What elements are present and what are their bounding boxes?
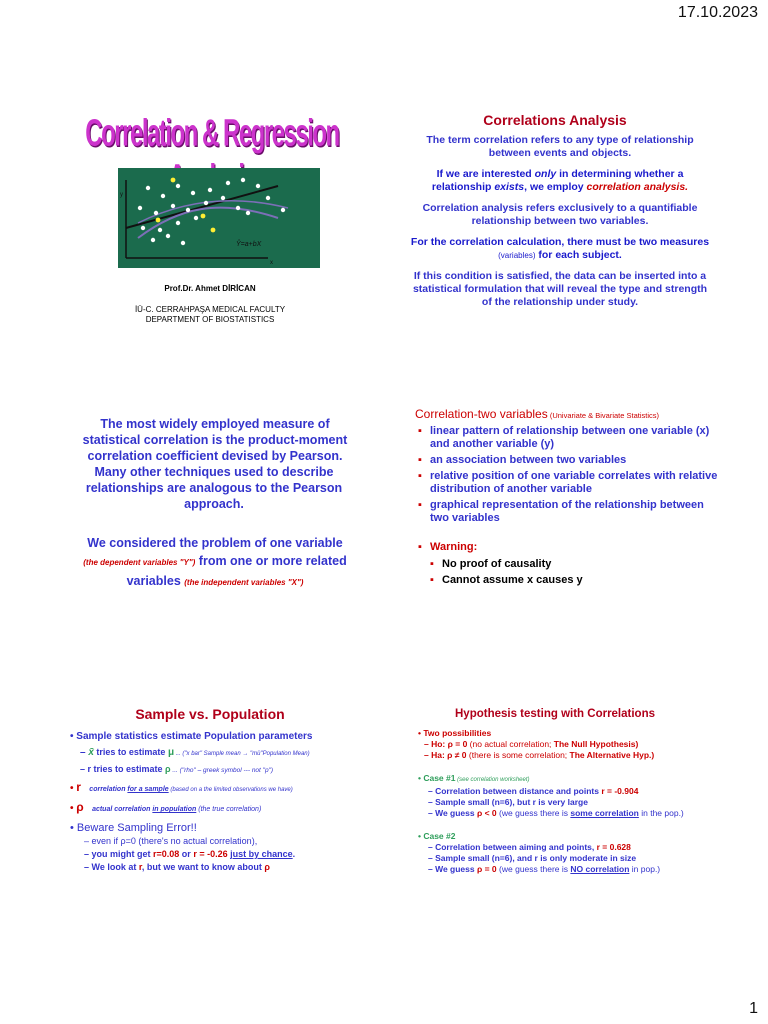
- slide4-title: [415, 407, 659, 421]
- page-number: 1: [749, 1000, 758, 1017]
- s5-b1-s2-note: ... ("rho" – greek symbol --- not "p"): [170, 767, 274, 774]
- s5-b1-sub2: – r tries to estimate ρ ... ("rho" – greek symbol --- not "p"): [80, 764, 274, 774]
- s5-b1-s1-note: ... ("x bar" Sample mean → "mü"Population Mean): [174, 751, 310, 757]
- s6-c2-r: r = 0.628: [596, 842, 631, 852]
- slide2-p4-b: for each subject.: [535, 249, 622, 261]
- s6-c1-s2: – Sample small (n=6), but r is very large: [428, 797, 588, 807]
- institution-line-1: İÜ-C. CERRAHPAŞA MEDICAL FACULTY: [134, 305, 286, 314]
- s5-by-chance: just by chance: [230, 849, 293, 859]
- s5-b3-a: actual correlation: [92, 806, 153, 813]
- s6-ha-d: The Alternative Hyp.): [569, 750, 655, 760]
- slide4-title-main: Correlation-two variables: [415, 407, 548, 421]
- s5-b4-s2-a: you might get: [91, 849, 154, 859]
- slide2-p5: If this condition is satisfied, the data can be inserted into a statistical formulation that will reveal the type and strength of the relationship under study.: [412, 270, 708, 308]
- slide3-p2: Many other techniques used to describe relationships are analogous to the Pearson approach.: [85, 465, 343, 511]
- s6-case2: • Case #2: [418, 831, 456, 841]
- slide2-p4: [410, 236, 710, 262]
- s6-c1-s3-c: (we guess there is: [496, 808, 571, 818]
- s6-c1-s3-b: ρ < 0: [476, 808, 497, 818]
- s6-c1-note: (see correlation worksheet): [455, 777, 530, 783]
- figure-y-axis: y: [120, 192, 123, 198]
- s5-b2: • r correlation for a sample (based on a the limited observations we have): [70, 780, 293, 794]
- warning-label: ▪ Warning:: [418, 541, 477, 553]
- s6-c2-s3-d: NO correlation: [570, 864, 630, 874]
- slide4-list: [418, 425, 718, 528]
- slide4-item: ▪ linear pattern of relationship between one variable (x) and another variable (y): [418, 425, 718, 451]
- s6-ha-a: Ha:: [431, 750, 448, 760]
- s6-c2-subs: [418, 842, 738, 875]
- s6-two-text: Two possibilities: [423, 728, 492, 738]
- slide4-item: ▪ relative position of one variable correlates with relative distribution of another variable: [418, 470, 718, 496]
- s6-ha-c: (there is some correlation;: [466, 750, 570, 760]
- s6-ha-b: ρ ≠ 0: [447, 750, 467, 760]
- s5-b4-s2-d: .: [292, 849, 296, 859]
- s6-c1-s3: – We guess ρ < 0 (we guess there is some correlation in the pop.): [428, 808, 684, 818]
- s6-c1-text: Case #1: [423, 773, 456, 783]
- slide4-warning: [418, 541, 477, 553]
- s5-b1-text: Sample statistics estimate Population parameters: [76, 731, 313, 742]
- s5-b3: • ρ actual correlation in population (the true correlation): [70, 800, 262, 814]
- slide2-p2-a: If we are interested: [436, 168, 535, 180]
- s5-b1-sub1: – x̄ tries to estimate μ ... ("x bar" Sample mean → "mü"Population Mean): [80, 747, 310, 758]
- s5-b4-s3-b: , but we want to know about: [141, 862, 265, 872]
- s5-b4-s1-text: even if ρ=0 (there's no actual correlation),: [91, 836, 258, 846]
- slide2-p2: [410, 168, 710, 194]
- slide2-p3: Correlation analysis refers exclusively to a quantifiable relationship between two variables.: [422, 202, 698, 227]
- s6-c2-s3: – We guess ρ = 0 (we guess there is NO correlation in pop.): [428, 864, 661, 874]
- slide4-item: ▪ graphical representation of the relationship between two variables: [418, 499, 718, 525]
- warning-item: ▪ No proof of causality: [430, 556, 583, 572]
- slide2-p2-exists: exists: [494, 181, 525, 193]
- figure-x-axis: x: [270, 260, 273, 266]
- s6-case1: • Case #1 (see correlation worksheet): [418, 773, 530, 783]
- s6-c2-s3-e: in pop.): [629, 864, 661, 874]
- s5-b4-subs: [70, 835, 370, 874]
- institution-line-2: DEPARTMENT OF BIOSTATISTICS: [145, 315, 275, 324]
- scatter-plot-image: [118, 168, 320, 268]
- slide5-title: Sample vs. Population: [135, 706, 285, 722]
- s5-r2: r = -0.26: [193, 849, 228, 859]
- slide3-p3-b: from one or more related variables: [126, 554, 347, 588]
- s6-c2-s3-b: ρ = 0: [476, 864, 497, 874]
- s5-mu: μ: [167, 747, 175, 758]
- slide1-title: Correlation & Regression: [85, 112, 339, 156]
- s5-r: r: [138, 862, 142, 872]
- s6-ho-b: ρ = 0: [447, 739, 468, 749]
- s6-ha: – Ha: ρ ≠ 0 (there is some correlation; The Alternative Hyp.): [424, 750, 655, 760]
- s5-b2-sym: r: [76, 780, 81, 794]
- figure-equation: Ŷ=a+bX: [236, 241, 262, 248]
- s6-c1-s2-text: Sample small (n=6), but r is very large: [435, 797, 588, 807]
- s5-b4-s1: – even if ρ=0 (there's no actual correlation),: [84, 836, 258, 846]
- slide2-p4-a: For the correlation calculation, there must be two measures: [410, 236, 710, 248]
- s5-rho-2: ρ: [264, 862, 270, 872]
- s6-c2-s3-c: (we guess there is: [496, 864, 571, 874]
- s6-c1-s1: – Correlation between distance and points r = -0.904: [428, 786, 639, 796]
- slide6-title: Hypothesis testing with Correlations: [455, 708, 655, 720]
- author: Prof.Dr. Ahmet DİRİCAN: [164, 284, 256, 293]
- slide2-p4-small: (variables): [498, 251, 536, 260]
- s5-rho: ρ: [165, 764, 171, 774]
- s6-c2-text: Case #2: [423, 831, 456, 841]
- s5-b4-s3: – We look at r, but we want to know about ρ: [84, 862, 270, 872]
- s5-b1: • Sample statistics estimate Population parameters: [70, 731, 313, 742]
- slide3-p3: [70, 534, 360, 592]
- s5-b3-sym: ρ: [76, 800, 84, 814]
- s5-b4: • Beware Sampling Error!!: [70, 822, 197, 834]
- s6-c1-s1-a: Correlation between distance and points: [435, 786, 602, 796]
- slide3-p3-dep: (the dependent variables "Y"): [83, 558, 196, 567]
- slide2-p2-b: in determining whether a relationship: [431, 168, 684, 193]
- s5-b4-text: Beware Sampling Error!!: [76, 822, 197, 834]
- s5-r1: r=0.08: [153, 849, 180, 859]
- s6-ho-a: Ho:: [431, 739, 448, 749]
- slide3-p3-a: We considered the problem of one variable: [87, 536, 343, 550]
- s6-c1-s3-e: in the pop.): [638, 808, 684, 818]
- s5-b4-s2-b: or: [179, 849, 194, 859]
- s6-c2-s1-a: Correlation between aiming and points,: [435, 842, 597, 852]
- s6-ho-d: The Null Hypothesis): [553, 739, 639, 749]
- s5-b2-u: for a sample: [127, 786, 169, 793]
- slide4-title-small: (Univariate & Bivariate Statistics): [547, 411, 660, 420]
- date: 17.10.2023: [677, 4, 758, 21]
- s6-c2-s2-text: Sample small (n=6), and r is only moderate in size: [435, 853, 637, 863]
- slide4-warning-list: [430, 556, 583, 588]
- s5-b1-s2-a: r tries to estimate: [87, 764, 166, 774]
- slide2-body: [410, 134, 710, 309]
- s5-b2-note: (based on a the limited observations we have): [168, 787, 293, 793]
- slide3-p3-ind: (the independent variables "X"): [184, 578, 304, 587]
- s5-b1-s1-a: tries to estimate: [93, 747, 168, 757]
- slide2-title: Correlations Analysis: [483, 112, 627, 128]
- s5-b4-s3-a: We look at: [91, 862, 139, 872]
- slide2-p1: The term correlation refers to any type of relationship between events and objects.: [426, 134, 694, 159]
- s6-c2-s3-a: We guess: [435, 864, 477, 874]
- s6-c1-subs: [418, 786, 738, 819]
- s6-ho: – Ho: ρ = 0 (no actual correlation; The Null Hypothesis): [424, 739, 639, 749]
- s5-b4-s2: – you might get r=0.08 or r = -0.26 just by chance.: [84, 849, 296, 859]
- s6-c1-r: r = -0.904: [601, 786, 639, 796]
- s6-two: • Two possibilities: [418, 728, 492, 738]
- s5-b2-a: correlation: [89, 786, 128, 793]
- scatter-figure: [118, 168, 320, 268]
- s6-c2-s2: – Sample small (n=6), and r is only moderate in size: [428, 853, 637, 863]
- s6-c1-s3-a: We guess: [435, 808, 477, 818]
- slide2-p2-only: only: [534, 168, 557, 180]
- s5-b3-note: (the true correlation): [196, 806, 262, 813]
- s5-xbar: x̄: [88, 747, 94, 758]
- s6-ho-c: (no actual correlation;: [467, 739, 554, 749]
- warning-item: ▪ Cannot assume x causes y: [430, 572, 583, 588]
- slide4-item: ▪ an association between two variables: [418, 454, 718, 467]
- slide3-p1: The most widely employed measure of statistical correlation is the product-moment correlation coefficient devised by Pearson.: [82, 417, 348, 463]
- s5-b3-u: in population: [152, 806, 197, 813]
- s6-c1-s3-d: some correlation: [570, 808, 639, 818]
- institution: [100, 305, 320, 325]
- slide2-p2-c: , we employ: [524, 181, 587, 193]
- slide2-p2-ca: correlation analysis.: [586, 181, 689, 193]
- slide6-body: [418, 728, 738, 875]
- slide5-body: [70, 730, 370, 874]
- s6-c2-s1: – Correlation between aiming and points, r = 0.628: [428, 842, 631, 852]
